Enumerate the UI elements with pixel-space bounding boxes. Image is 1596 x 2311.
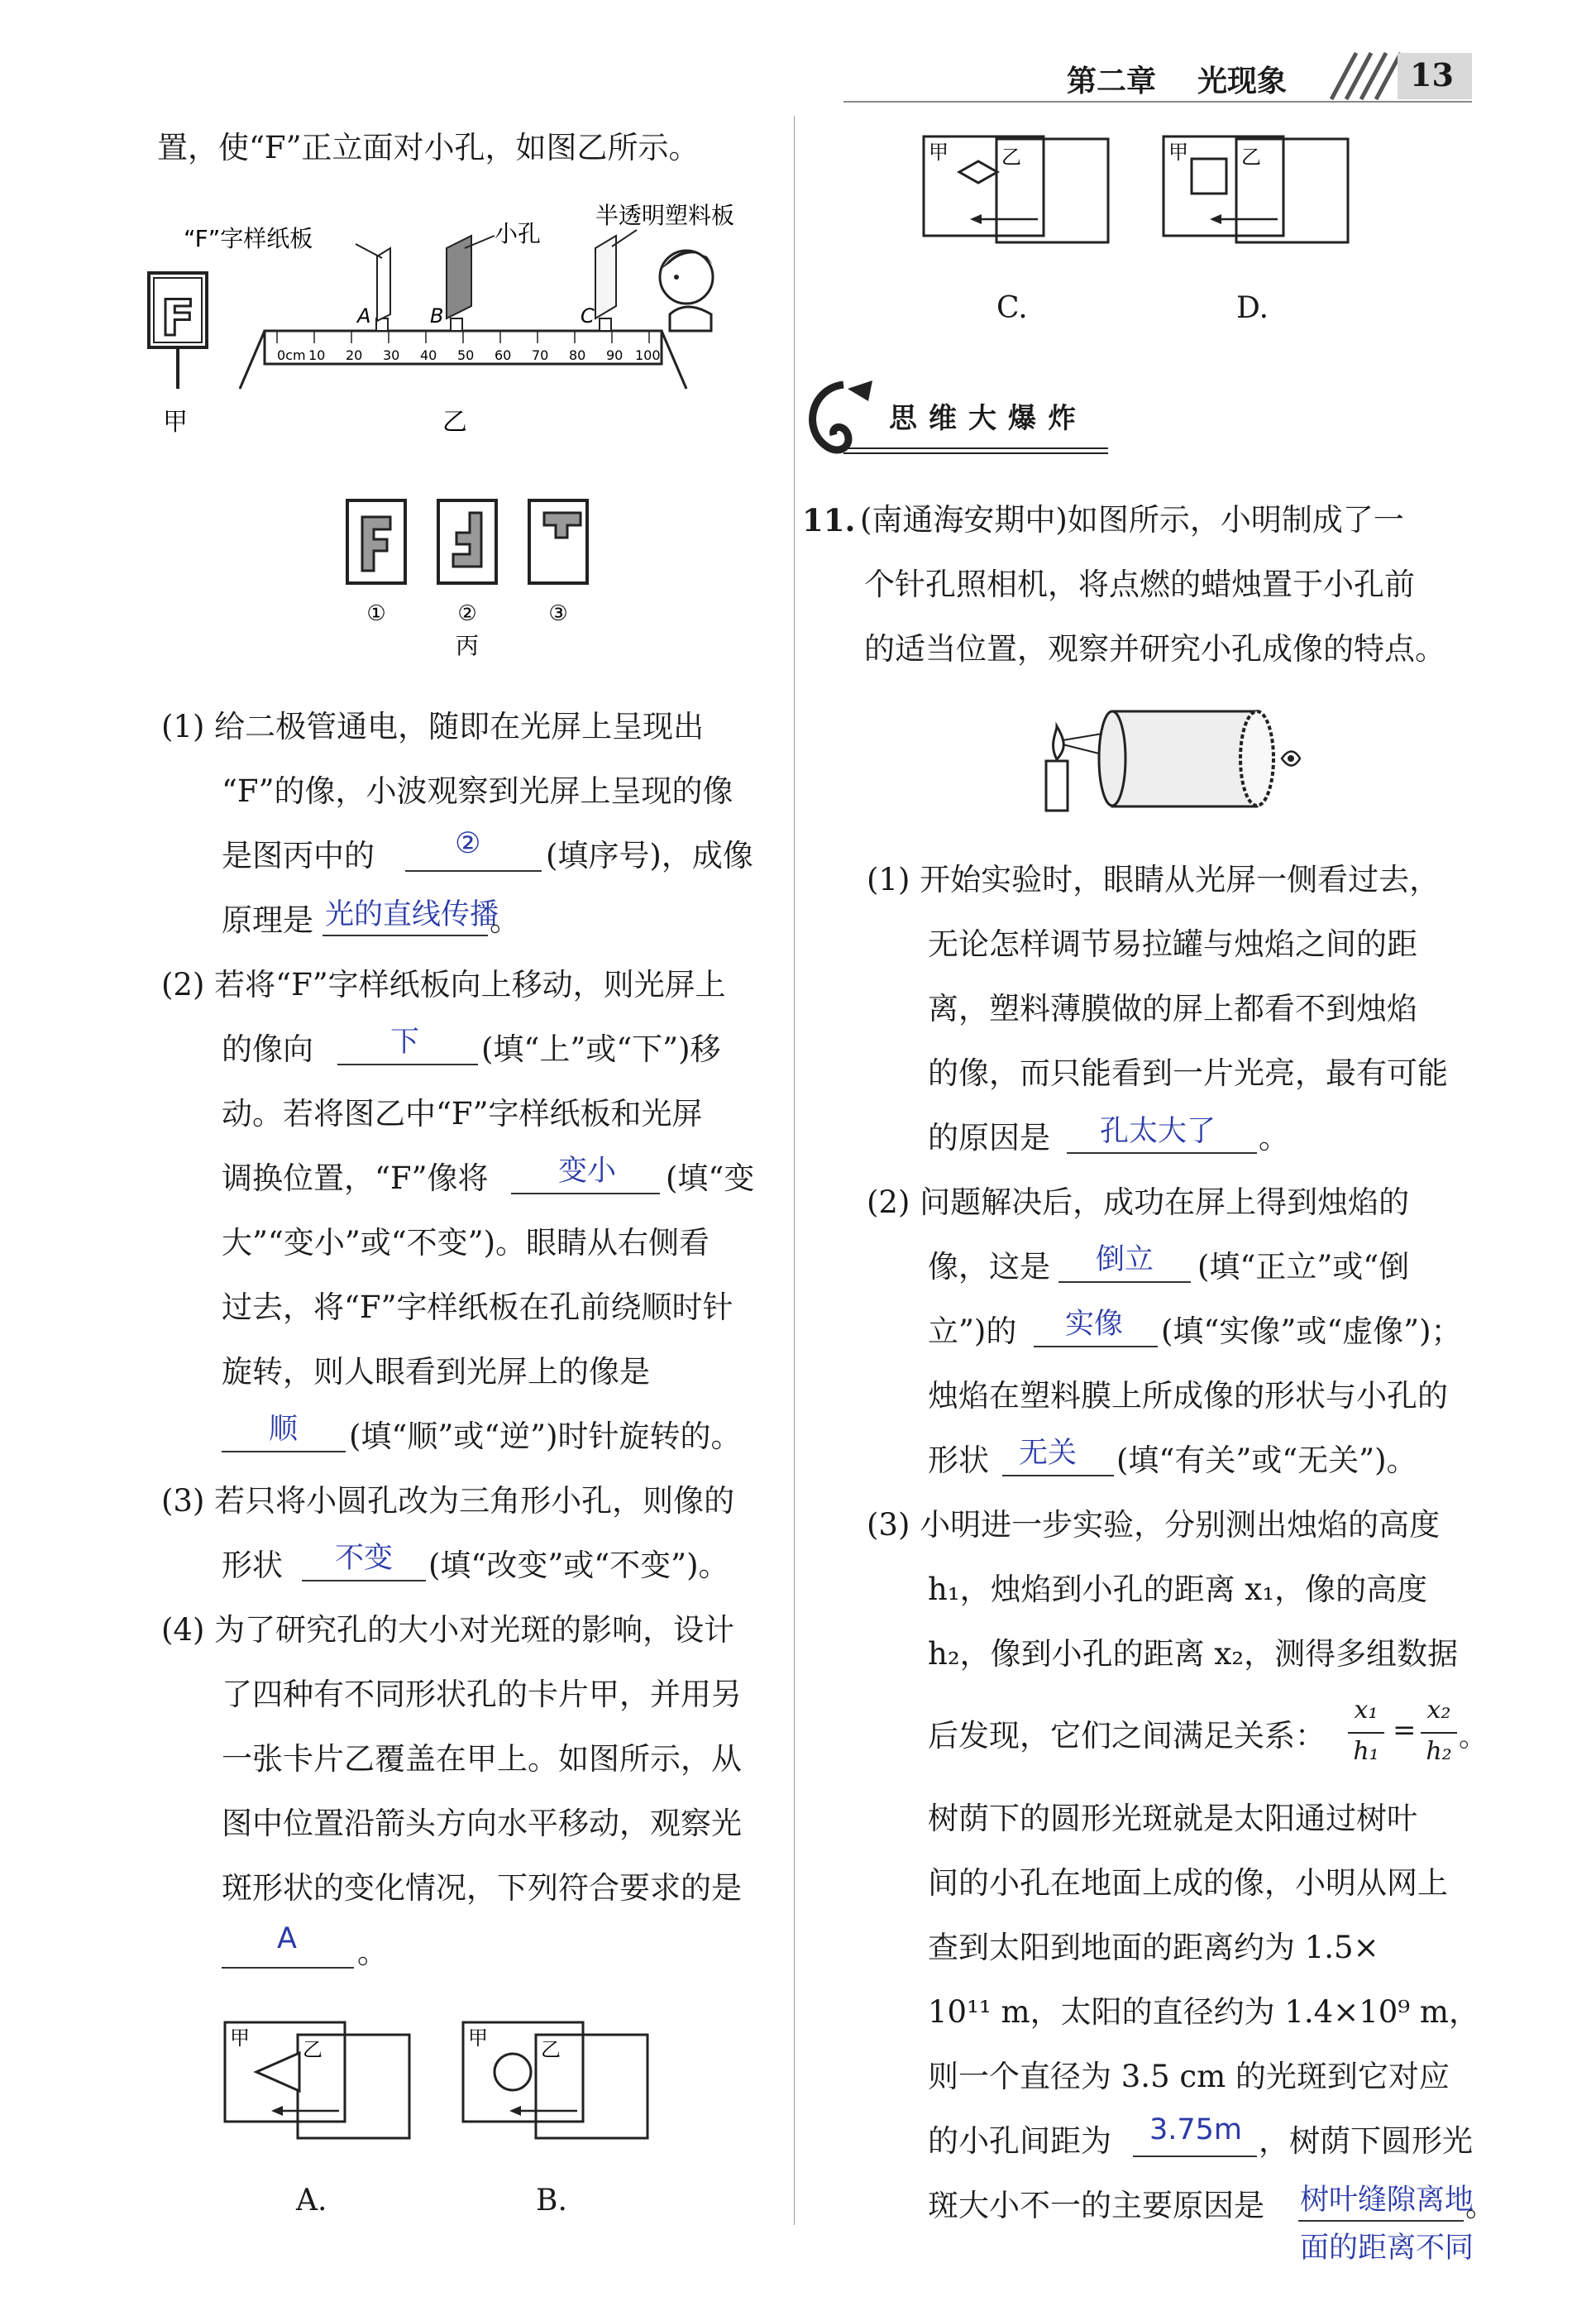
- p1-line5b: 。: [1259, 1120, 1289, 1156]
- can-body: [1112, 711, 1257, 806]
- option-b-yi: 乙: [541, 2038, 561, 2061]
- p3-line7: 查到太阳到地面的距离约为 1.5×: [928, 1930, 1379, 1965]
- circle-hole: [495, 2054, 531, 2090]
- option-d-figure: [1162, 132, 1352, 256]
- q11-line2: 个针孔照相机，将点燃的蜡烛置于小孔前: [864, 567, 1415, 602]
- square-hole: [1192, 159, 1226, 194]
- q1-answer1: ②: [455, 827, 481, 860]
- q2-line4a: 调换位置，“F”像将: [222, 1160, 489, 1196]
- q4-line3: 一张卡片乙覆盖在甲上。如图所示，从: [222, 1741, 742, 1777]
- p3-line9: 则一个直径为 3.5 cm 的光斑到它对应: [928, 2059, 1450, 2094]
- ruler-tick-60: 60: [495, 347, 512, 363]
- option-a-label: A.: [296, 2184, 327, 2218]
- p2-line4: 烛焰在塑料膜上所成像的形状与小孔的: [928, 1378, 1448, 1414]
- p1-line3: 离，塑料薄膜做的屏上都看不到烛焰: [928, 991, 1417, 1026]
- p1-line5a: 的原因是: [928, 1120, 1050, 1156]
- p1-answer: 孔太大了: [1100, 1115, 1216, 1148]
- p3-line2: h₁，烛焰到小孔的距离 x₁，像的高度: [928, 1572, 1428, 1607]
- label-hole: 小孔: [495, 220, 542, 247]
- hole-plate-b: [447, 236, 471, 318]
- p2-line5b: (填“有关”或“无关”)。: [1116, 1443, 1417, 1478]
- p2-line2a: 像，这是: [928, 1249, 1050, 1285]
- q4-line5: 斑形状的变化情况，下列符合要求的是: [222, 1870, 742, 1906]
- bing-image-2: [438, 500, 496, 583]
- p2-answer2: 实像: [1065, 1308, 1124, 1341]
- p3-answer1: 3.75m: [1149, 2113, 1243, 2146]
- swirl-icon: [813, 385, 848, 450]
- p3-line4: 后发现，它们之间满足关系：: [928, 1718, 1326, 1754]
- f-board-a: [377, 248, 390, 321]
- q2-line7: 旋转，则人眼看到光屏上的像是: [222, 1354, 650, 1390]
- formula-h1: h₁: [1353, 1737, 1379, 1766]
- formula-x2: x₂: [1426, 1696, 1451, 1725]
- formula-bar2: [1421, 1732, 1457, 1734]
- p2-blank3: [1002, 1475, 1114, 1476]
- screen-c: [595, 236, 616, 318]
- q11-line3: 的适当位置，观察并研究小孔成像的特点。: [864, 631, 1445, 667]
- p1-blank: [1067, 1152, 1257, 1154]
- q1-line1: (1) 给二极管通电，随即在光屏上呈现出: [161, 709, 705, 744]
- option-b-figure: [461, 2018, 652, 2142]
- p2-line3a: 立”)的: [928, 1313, 1017, 1349]
- header-chapter: 第二章: [1067, 64, 1157, 98]
- q1-line4b: 。: [490, 902, 520, 938]
- q2-answer2: 变小: [558, 1155, 617, 1188]
- formula: [1348, 1696, 1487, 1778]
- q4-answer: A: [277, 1922, 297, 1955]
- p3-answer2a: 树叶缝隙离地: [1300, 2184, 1474, 2217]
- p2-answer1: 倒立: [1096, 1243, 1154, 1276]
- candle: [1046, 761, 1068, 811]
- q2-line2a: 的像向: [222, 1031, 313, 1067]
- p1-line2: 无论怎样调节易拉罐与烛焰之间的距: [928, 926, 1417, 962]
- formula-end: 。: [1459, 1720, 1487, 1754]
- p1-line4: 的像，而只能看到一片光亮，最有可能: [928, 1055, 1448, 1091]
- p2-line1: (2) 问题解决后，成功在屏上得到烛焰的: [867, 1184, 1410, 1220]
- q4-blank: [222, 1967, 354, 1969]
- eye-icon: [1282, 752, 1300, 766]
- label-f-board: “F”字样纸板: [184, 225, 313, 252]
- option-c-label: C.: [996, 291, 1028, 325]
- observer-icon: [660, 251, 713, 331]
- ruler-tick-100: 100: [635, 347, 661, 363]
- p3-line1: (3) 小明进一步实验，分别测出烛焰的高度: [867, 1507, 1441, 1543]
- option-d-label: D.: [1236, 291, 1269, 325]
- q3-line2a: 形状: [222, 1548, 283, 1583]
- option-d-jia: 甲: [1168, 141, 1188, 164]
- ruler-tick-90: 90: [606, 347, 624, 363]
- q4-line4: 图中位置沿箭头方向水平移动，观察光: [222, 1806, 742, 1841]
- q3-blank: [302, 1580, 426, 1581]
- header-title: 光现象: [1197, 64, 1288, 98]
- label-screen: 半透明塑料板: [595, 202, 735, 229]
- q11-line1: (南通海安期中)如图所示，小明制成了一: [860, 502, 1404, 538]
- q2-line2b: (填“上”或“下”)移: [481, 1031, 721, 1067]
- p3-blank1: [1133, 2155, 1257, 2157]
- option-d-yi: 乙: [1241, 146, 1261, 169]
- q2-line4b: (填“变: [666, 1160, 755, 1196]
- q2-answer1: 下: [390, 1026, 420, 1059]
- p1-line1: (1) 开始实验时，眼睛从光屏一侧看过去，: [867, 862, 1441, 897]
- p3-answer2b: 面的距离不同: [1300, 2232, 1474, 2265]
- option-b-label: B.: [536, 2184, 567, 2218]
- formula-bar1: [1348, 1732, 1384, 1734]
- q3-answer: 不变: [335, 1542, 394, 1575]
- p3-line6: 间的小孔在地面上成的像，小明从网上: [928, 1865, 1448, 1901]
- p3-line10a: 的小孔间距为: [928, 2123, 1111, 2159]
- q1-line4a: 原理是: [222, 902, 313, 938]
- ruler-tick-10: 10: [308, 347, 326, 363]
- flame-icon: [1054, 726, 1064, 759]
- ruler-tick-50: 50: [457, 347, 475, 363]
- p2-blank1: [1058, 1281, 1191, 1283]
- option-a-jia: 甲: [230, 2026, 250, 2050]
- point-c: C: [581, 304, 595, 328]
- ruler-tick-30: 30: [383, 347, 400, 363]
- q2-line1: (2) 若将“F”字样纸板向上移动，则光屏上: [161, 967, 726, 1002]
- option-a-yi: 乙: [303, 2038, 323, 2061]
- option-c-figure: [922, 132, 1112, 256]
- formula-x1: x₁: [1354, 1696, 1379, 1725]
- q2-answer3: 顺: [269, 1413, 299, 1446]
- p2-blank2: [1034, 1346, 1158, 1347]
- option-c-yi: 乙: [1001, 146, 1021, 169]
- q2-line5: 大”“变小”或“不变”)。眼睛从右侧看: [222, 1225, 710, 1261]
- caption-jia: 甲: [163, 408, 188, 437]
- p3-line11b: 。: [1465, 2188, 1496, 2223]
- header-rule: [843, 101, 1472, 103]
- q3-line2b: (填“改变”或“不变”)。: [428, 1548, 729, 1583]
- q2-line3: 动。若将图乙中“F”字样纸板和光屏: [222, 1096, 703, 1132]
- intro-line: 置，使“F”正立面对小孔，如图乙所示。: [157, 130, 700, 165]
- option-b-jia: 甲: [468, 2026, 488, 2050]
- q1-answer2: 光的直线传播: [325, 898, 499, 931]
- bing-image-3: [529, 500, 587, 583]
- bing-caption: 丙: [455, 632, 480, 659]
- q1-line3a: 是图丙中的: [222, 838, 375, 873]
- q1-line3b: (填序号)，成像: [546, 838, 753, 873]
- ruler-tick-70: 70: [532, 347, 549, 363]
- q2-blank3: [222, 1451, 346, 1452]
- bing-image-1: [347, 500, 405, 583]
- figure-yi: [141, 199, 777, 447]
- q1-line2: “F”的像，小波观察到光屏上呈现的像: [222, 773, 733, 809]
- page-number: 13: [1410, 56, 1454, 93]
- q4-line6: 。: [357, 1935, 388, 1970]
- q4-line2: 了四种有不同形状孔的卡片甲，并用另: [222, 1677, 742, 1712]
- p2-answer3: 无关: [1019, 1437, 1078, 1470]
- option-a-figure: [223, 2018, 413, 2142]
- option-c-jia: 甲: [929, 141, 949, 164]
- p3-line11a: 斑大小不一的主要原因是: [928, 2188, 1264, 2223]
- q4-line1: (4) 为了研究孔的大小对光斑的影响，设计: [161, 1612, 735, 1648]
- p3-blank2: [1298, 2220, 1464, 2222]
- figure-bing: [339, 488, 604, 670]
- caption-yi: 乙: [442, 408, 467, 437]
- q2-blank2: [511, 1193, 660, 1194]
- bing-label-2: ②: [457, 601, 477, 626]
- section-title: 思维大爆炸: [889, 402, 1087, 435]
- p3-line5: 树荫下的圆形光斑就是太阳通过树叶: [928, 1801, 1417, 1836]
- q1-blank2: [323, 935, 488, 936]
- ruler-tick-20: 20: [346, 347, 363, 363]
- ruler-tick-0: 0cm: [277, 347, 306, 363]
- ruler-tick-40: 40: [420, 347, 437, 363]
- point-b: B: [430, 304, 444, 328]
- q11-number: 11.: [802, 502, 856, 538]
- q1-blank1: [405, 870, 542, 872]
- f-letter-jia: F: [160, 289, 195, 347]
- p2-line5a: 形状: [928, 1443, 989, 1478]
- pinhole-camera-figure: [1034, 695, 1315, 827]
- p3-line3: h₂，像到小孔的距离 x₂，测得多组数据: [928, 1636, 1459, 1672]
- p3-line10b: ，树荫下圆形光: [1259, 2123, 1473, 2159]
- q2-blank1: [337, 1064, 478, 1065]
- ruler-tick-80: 80: [569, 347, 586, 363]
- bing-label-3: ③: [548, 601, 568, 626]
- bing-label-1: ①: [366, 601, 386, 626]
- p3-line8: 10¹¹ m，太阳的直径约为 1.4×10⁹ m，: [928, 1994, 1479, 2030]
- q3-line1: (3) 若只将小圆孔改为三角形小孔，则像的: [161, 1483, 735, 1519]
- q2-line6: 过去，将“F”字样纸板在孔前绕顺时针: [222, 1289, 733, 1325]
- formula-eq: =: [1393, 1714, 1417, 1747]
- p2-line2b: (填“正立”或“倒: [1197, 1249, 1410, 1285]
- q2-line8: (填“顺”或“逆”)时针旋转的。: [349, 1419, 742, 1454]
- point-a: A: [357, 304, 371, 328]
- p2-line3b: (填“实像”或“虚像”)；: [1161, 1313, 1462, 1349]
- formula-h2: h₂: [1426, 1737, 1452, 1766]
